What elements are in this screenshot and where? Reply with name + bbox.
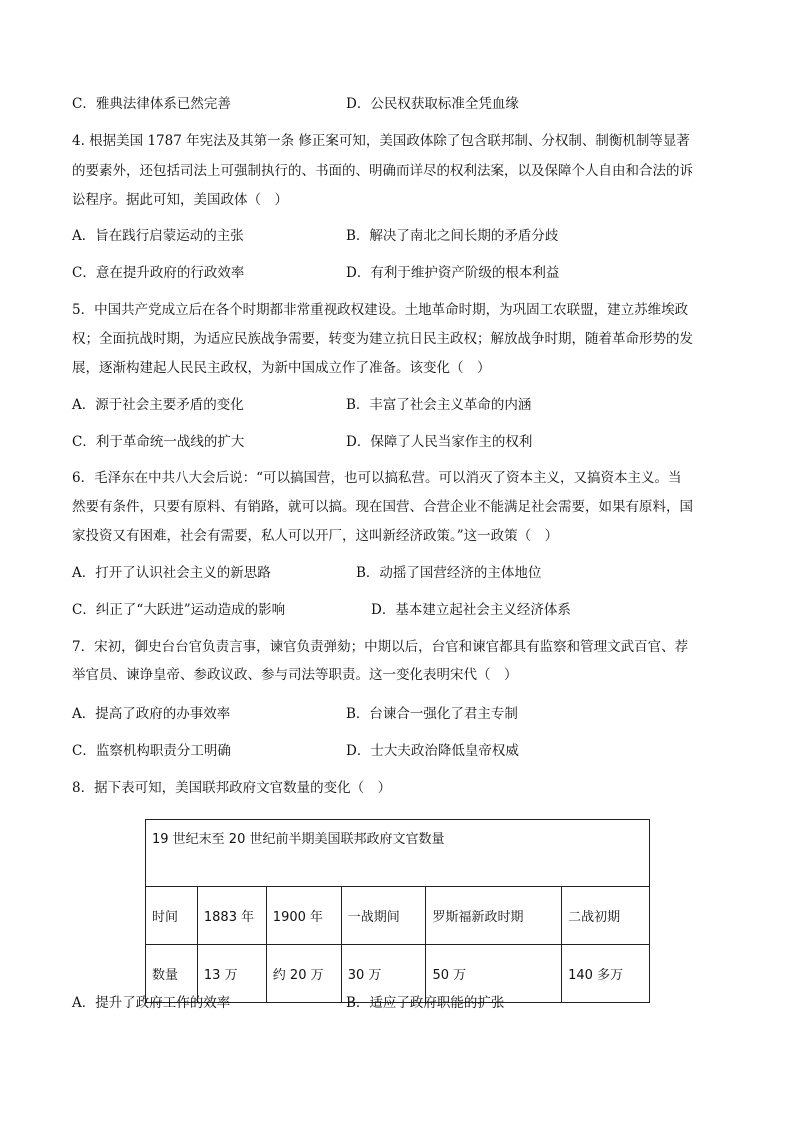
table-caption: 19 世纪末至 20 世纪前半期美国联邦政府文官数量	[146, 820, 650, 887]
table-cell: 13 万	[197, 945, 266, 1003]
table-cell: 罗斯福新政时期	[426, 887, 562, 945]
table-cell: 1900 年	[266, 887, 341, 945]
q5-option-b: B．丰富了社会主义革命的内涵	[346, 397, 532, 413]
q6-stem-line-3: 家投资又有困难，社会有需要，私人可以开厂，这叫新经济政策。”这一政策（ ）	[72, 528, 559, 544]
q7-stem-line-1: 7．宋初，御史台台官负责言事，谏官负责弹劾；中期以后，台官和谏官都具有监察和管理文武百官、荐	[72, 639, 689, 655]
q5-stem-line-3: 展，逐渐构建起人民民主政权，为新中国成立作了准备。该变化（ ）	[72, 360, 491, 376]
q7-option-a: A．提高了政府的办事效率	[72, 706, 231, 722]
table-cell: 50 万	[426, 945, 562, 1003]
q8-stem: 8．据下表可知，美国联邦政府文官数量的变化（ ）	[72, 780, 392, 796]
q5-stem-line-2: 权；全面抗战时期，为适应民族战争需要，转变为建立抗日民主政权；解放战争时期，随着革命形势的发	[72, 331, 693, 347]
q4-option-a: A．旨在践行启蒙运动的主张	[72, 228, 244, 244]
q4-stem-line-3: 讼程序。据此可知，美国政体（ ）	[72, 192, 288, 208]
table-cell: 二战初期	[562, 887, 650, 945]
table-cell: 约 20 万	[266, 945, 341, 1003]
q4-stem-line-1: 4. 根据美国 1787 年宪法及其第一条 修正案可知，美国政体除了包含联邦制、分权制、制衡机制等显著	[72, 133, 690, 149]
q6-option-d: D．基本建立起社会主义经济体系	[371, 602, 571, 618]
q4-option-b: B．解决了南北之间长期的矛盾分歧	[346, 228, 559, 244]
q7-stem-line-2: 举官员、谏诤皇帝、参政议政、参与司法等职责。这一变化表明宋代（ ）	[72, 667, 518, 683]
q3-option-d: D．公民权获取标准全凭血缘	[346, 96, 519, 112]
q4-option-c: C．意在提升政府的行政效率	[72, 265, 245, 281]
q7-option-d: D．士大夫政治降低皇帝权威	[346, 743, 519, 759]
q3-option-c: C．雅典法律体系已然完善	[72, 96, 231, 112]
q5-option-d: D．保障了人民当家作主的权利	[346, 434, 533, 450]
q7-option-c: C．监察机构职责分工明确	[72, 743, 231, 759]
q4-option-d: D．有利于维护资产阶级的根本利益	[346, 265, 560, 281]
q6-option-c: C．纠正了“大跃进”运动造成的影响	[72, 602, 286, 618]
q5-stem-line-1: 5．中国共产党成立后在各个时期都非常重视政权建设。土地革命时期，为巩固工农联盟，建立苏维埃政	[72, 302, 689, 318]
q5-option-c: C．利于革命统一战线的扩大	[72, 434, 245, 450]
q8-option-b: B．适应了政府职能的扩张	[346, 995, 505, 1011]
table-cell: 数量	[146, 945, 198, 1003]
civil-servants-table	[145, 819, 650, 1003]
table-cell: 140 多万	[562, 945, 650, 1003]
q6-stem-line-1: 6．毛泽东在中共八大会后说：“可以搞国营，也可以搞私营。可以消灭了资本主义，又搞资本主义。当	[72, 470, 682, 486]
q5-option-a: A．源于社会主要矛盾的变化	[72, 397, 244, 413]
table-cell: 时间	[146, 887, 198, 945]
q6-stem-line-2: 然要有条件，只要有原料、有销路，就可以搞。现在国营、合营企业不能满足社会需要，如果有原料，国	[72, 499, 693, 515]
q6-option-a: A．打开了认识社会主义的新思路	[72, 565, 271, 581]
q6-option-b: B．动摇了国营经济的主体地位	[356, 565, 542, 581]
table-row-time	[146, 887, 650, 945]
q8-option-a: A．提升了政府工作的效率	[72, 995, 231, 1011]
table-cell: 1883 年	[197, 887, 266, 945]
table-cell: 一战期间	[341, 887, 426, 945]
q4-stem-line-2: 的要素外，还包括司法上可强制执行的、书面的、明确而详尽的权利法案，以及保障个人自由和合法的诉	[72, 163, 693, 179]
q7-option-b: B．台谏合一强化了君主专制	[346, 706, 518, 722]
table-cell: 30 万	[341, 945, 426, 1003]
